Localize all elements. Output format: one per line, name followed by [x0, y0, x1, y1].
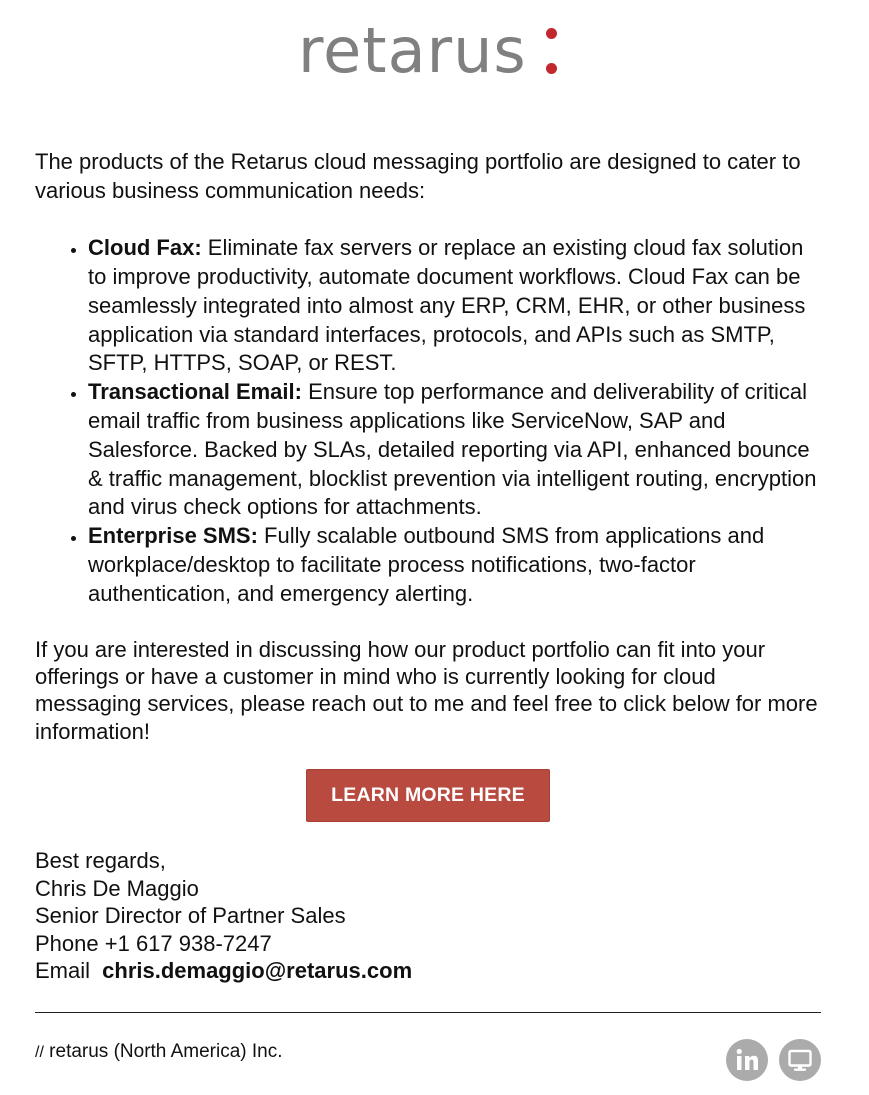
product-description: Ensure top performance and deliverability of critical email traffic from business applications like ServiceNow, SAP and Salesforce. Backed by SLAs, detailed reporting via API, enhanced bounce & traffic management, blocklist prevention via intelligent routing, encryption and virus check options for attachments. — [88, 379, 817, 520]
cta-container — [306, 769, 550, 822]
product-item-enterprise-sms — [88, 522, 825, 608]
product-description: Fully scalable outbound SMS from applications and workplace/desktop to facilitate process notifications, two-factor authentication, and emergency alerting. — [88, 523, 765, 606]
website-icon[interactable] — [779, 1039, 821, 1081]
phone-value: +1 617 938-7247 — [104, 930, 272, 956]
closing-paragraph: If you are interested in discussing how our product portfolio can fit into your offerings or have a customer in mind who is currently looking for cloud messaging services, please reach out to me and feel free to click below for more information! — [35, 636, 818, 744]
footer-prefix: // — [35, 1044, 44, 1061]
footer-company-name: retarus (North America) Inc. — [49, 1041, 283, 1062]
product-item-transactional-email — [88, 378, 825, 522]
email-body — [35, 148, 825, 745]
signature-title: Senior Director of Partner Sales — [35, 903, 346, 928]
email-label: Email — [35, 958, 91, 983]
intro-paragraph: The products of the Retarus cloud messaging portfolio are designed to cater to various business communication needs: — [35, 149, 801, 203]
logo-dot-bottom — [546, 63, 557, 74]
email-signature — [35, 847, 412, 985]
logo-wordmark: retarus — [298, 14, 527, 87]
signature-greeting: Best regards, — [35, 848, 166, 873]
signature-email-line — [35, 957, 412, 985]
product-item-cloud-fax — [88, 234, 825, 378]
signature-name: Chris De Maggio — [35, 875, 199, 901]
footer-company — [35, 1040, 283, 1065]
product-name: Cloud Fax: — [88, 235, 202, 261]
product-description: Eliminate fax servers or replace an existing cloud fax solution to improve productivity, automate document workflows. Cloud Fax can be seamlessly integrated into almost any ERP, CRM, EHR, or other business application via standard interfaces, protocols, and APIs such as SMTP, SFTP, HTTPS, SOAP, or REST. — [88, 235, 806, 376]
learn-more-button[interactable]: LEARN MORE HERE — [306, 769, 550, 822]
email-link[interactable]: chris.demaggio@retarus.com — [102, 958, 413, 983]
product-list — [35, 234, 825, 608]
product-name: Enterprise SMS: — [88, 523, 258, 549]
logo-dot-top — [546, 28, 557, 39]
retarus-logo — [298, 14, 568, 88]
product-name: Transactional Email: — [88, 379, 302, 405]
signature-phone-line — [35, 930, 412, 958]
linkedin-icon[interactable] — [726, 1039, 768, 1081]
phone-label: Phone — [35, 930, 99, 956]
footer-divider — [35, 1012, 821, 1013]
